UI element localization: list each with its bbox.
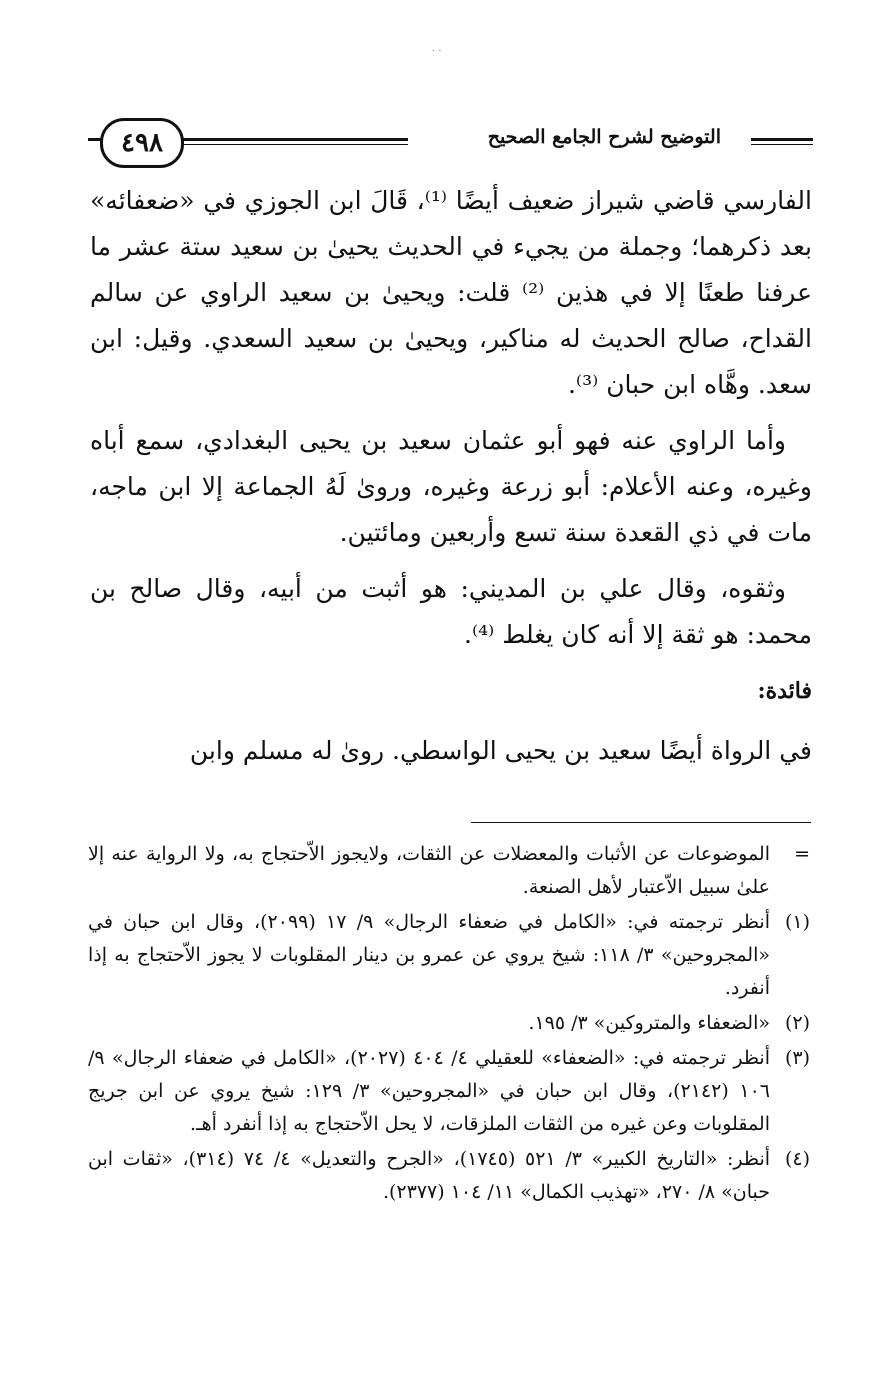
footnote-text: أنظر ترجمته في: «الكامل في ضعفاء الرجال» ٩/ ١٧ (٢٠٩٩)، وقال ابن حبان في «المجروحين» ٣/ ١١٨: شيخ يروي عن عمرو بن دينار المقلوبات لا يجوز الاّحتجاج به إذا أنفرد.	[88, 911, 771, 999]
footnote-mark: (٣)	[784, 1047, 810, 1069]
paragraph: وأما الراوي عنه فهو أبو عثمان سعيد بن يحيى البغدادي، سمع أباه وغيره، وعنه الأعلام: أبو زرعة وغيره، وروىٰ لَهُ الجماعة إلا ابن ماجه، مات في ذي القعدة سنة تسع وأربعين ومائتين.	[90, 426, 812, 547]
footnote-text: الموضوعات عن الأثبات والمعضلات عن الثقات، ولايجوز الاّحتجاج به، ولا الرواية عنه إلا علىٰ سبيل الاّعتبار لأهل الصنعة.	[88, 843, 770, 898]
section-heading: فائدة:	[757, 678, 812, 704]
footnote-text: أنظر ترجمته في: «الضعفاء» للعقيلي ٤/ ٤٠٤ (٢٠٢٧)، «الكامل في ضعفاء الرجال» ٩/ ١٠٦ (٢١٤٢)، وقال ابن حبان في «المجروحين» ٣/ ١٢٩: شيخ يروي عن ابن جريج المقلوبات وعن غيره من الثقات الملزقات، لا يحل الاّحتجاج به إذا أنفرد أهـ.	[88, 1047, 770, 1135]
page-number: ٤٩٨	[100, 118, 184, 168]
footnote	[88, 906, 810, 1005]
footnote-separator	[471, 822, 811, 823]
footnote-mark: (٤)	[784, 1148, 810, 1170]
header-rule-middle	[180, 138, 408, 141]
header-rule-middle-thin	[180, 144, 408, 145]
footnote-text: «الضعفاء والمتروكين» ٣/ ١٩٥.	[528, 1012, 770, 1034]
footnote	[88, 1143, 810, 1209]
paragraph: الفارسي قاضي شيراز ضعيف أيضًا ⁽¹⁾، قَالَ ابن الجوزي في «ضعفائه» بعد ذكرهما؛ وجملة من يجيء في الحديث يحيىٰ بن سعيد ستة عشر ما عرفنا طعنًا إلا في هذين ⁽²⁾ قلت: ويحيىٰ بن سعيد الراوي عن سالم القداح، صالح الحديث له مناكير، ويحيىٰ بن سعيد السعدي. وقيل: ابن سعد. وهَّاه ابن حبان ⁽³⁾.	[90, 186, 812, 399]
footnote-text: أنظر: «التاريخ الكبير» ٣/ ٥٢١ (١٧٤٥)، «الجرح والتعديل» ٤/ ٧٤ (٣١٤)، «ثقات ابن حبان» ٨/ ٢٧٠، «تهذيب الكمال» ١١/ ١٠٤ (٢٣٧٧).	[88, 1148, 771, 1203]
footnote-mark: (٢)	[784, 1012, 810, 1034]
scan-speck: · ·	[432, 46, 442, 57]
footnote	[88, 838, 810, 904]
running-title: التوضيح لشرح الجامع الصحيح	[487, 126, 721, 148]
footnote	[88, 1007, 810, 1040]
main-text	[90, 178, 812, 784]
paragraph: في الرواة أيضًا سعيد بن يحيى الواسطي. روىٰ له مسلم وابن	[189, 736, 812, 765]
paragraph: وثقوه، وقال علي بن المديني: هو أثبت من أبيه، وقال صالح بن محمد: هو ثقة إلا أنه كان يغلط ⁽⁴⁾.	[90, 574, 812, 649]
page-header	[88, 118, 813, 168]
header-rule-right	[751, 138, 813, 141]
footnote	[88, 1042, 810, 1141]
footnote-mark: =	[794, 843, 810, 865]
footnotes	[88, 838, 810, 1211]
footnote-mark: (١)	[784, 911, 810, 933]
header-rule-right-thin	[751, 144, 813, 145]
